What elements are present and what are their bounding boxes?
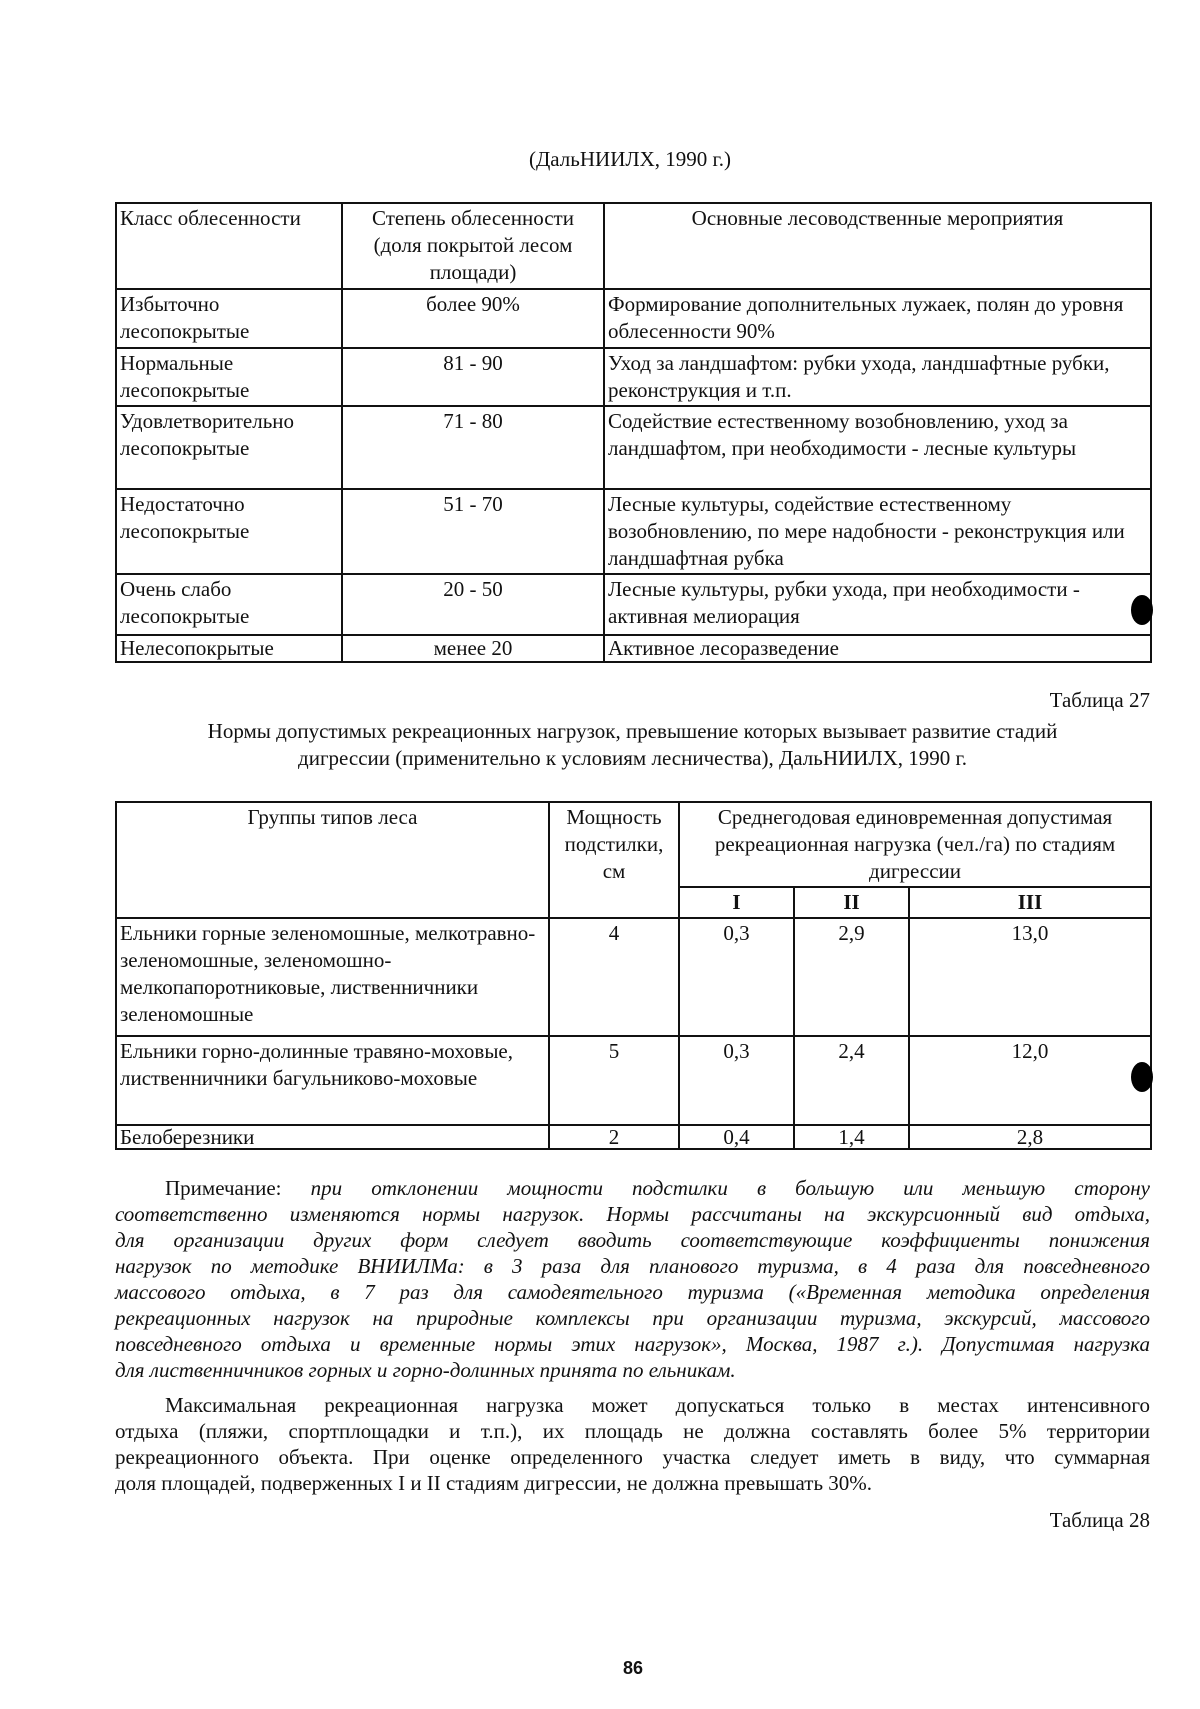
text-line xyxy=(115,1227,1150,1253)
cover-class-cell: Избыточно лесопокрытые xyxy=(116,289,342,348)
stage-1-cell: 0,3 xyxy=(679,1036,794,1125)
forest-group-cell: Белоберезники xyxy=(116,1125,549,1149)
table28-label: Таблица 28 xyxy=(1049,1508,1150,1532)
text-line xyxy=(115,1253,1150,1279)
text-line-content: для организации других форм следует вводить соответствующие коэффициенты понижения xyxy=(115,1228,1150,1252)
cover-degree-cell: 51 - 70 xyxy=(342,489,604,574)
table-row xyxy=(116,489,1151,574)
table27-title-line1: Нормы допустимых рекреационных нагрузок, превышение которых вызывает развитие стадий xyxy=(207,719,1058,743)
header-measures: Основные лесоводственные мероприятия xyxy=(604,203,1151,289)
measures-cell: Лесные культуры, рубки ухода, при необходимости - активная мелиорация xyxy=(604,574,1151,635)
table-header-row xyxy=(116,802,1151,887)
header-litter-thickness: Мощность подстилки, см xyxy=(549,802,679,918)
stage-2-cell: 2,4 xyxy=(794,1036,909,1125)
text-line xyxy=(115,1418,1150,1444)
text-line xyxy=(115,1331,1150,1357)
header-load: Среднегодовая единовременная допустимая рекреационная нагрузка (чел./га) по стадиям дигрессии xyxy=(679,802,1151,887)
stage-2-cell: 1,4 xyxy=(794,1125,909,1149)
table-row xyxy=(116,918,1151,1036)
text-line xyxy=(115,1201,1150,1227)
header-cover-class: Класс облесенности xyxy=(116,203,342,289)
measures-cell: Уход за ландшафтом: рубки ухода, ландшафтные рубки, реконструкция и т.п. xyxy=(604,348,1151,406)
text-line-content: Максимальная рекреационная нагрузка может допускаться только в местах интенсивного xyxy=(165,1393,1150,1417)
paragraph xyxy=(115,1392,1150,1496)
header-stage-3: III xyxy=(909,887,1151,918)
cover-degree-cell: менее 20 xyxy=(342,635,604,662)
table-row xyxy=(116,406,1151,489)
text-line-content: рекреационных нагрузок на природные комплексы при организации туризма, экскурсий, массового xyxy=(115,1306,1150,1330)
stage-3-cell: 2,8 xyxy=(909,1125,1151,1149)
table-forest-cover-classes xyxy=(115,202,1152,663)
cover-degree-cell: более 90% xyxy=(342,289,604,348)
text-line-content: нагрузок по методике ВНИИЛМа: в 3 раза для планового туризма, в 4 раза для повседневного xyxy=(115,1254,1150,1278)
table-row xyxy=(116,574,1151,635)
text-line xyxy=(115,1470,1150,1496)
stage-3-cell: 13,0 xyxy=(909,918,1151,1036)
text-line-content: повседневного отдыха и временные нормы этих нагрузок», Москва, 1987 г.). Допустимая нагрузка xyxy=(115,1332,1150,1356)
table-recreational-loads xyxy=(115,801,1152,1150)
cover-class-cell: Недостаточно лесопокрытые xyxy=(116,489,342,574)
page-number: 86 xyxy=(622,1658,644,1678)
text-line-content: при отклонении мощности подстилки в большую или меньшую сторону xyxy=(310,1176,1150,1200)
text-line-content: рекреационного объекта. При оценке определенного участка следует иметь в виду, что суммарная xyxy=(115,1445,1150,1469)
text-line xyxy=(115,1175,1150,1201)
measures-cell: Содействие естественному возобновлению, уход за ландшафтом, при необходимости - лесные культуры xyxy=(604,406,1151,489)
forest-group-cell: Ельники горные зеленомошные, мелкотравно-зеленомошные, зеленомошно-мелкопапоротниковые, лиственничники зеленомошные xyxy=(116,918,549,1036)
note-label: Примечание: xyxy=(165,1176,282,1200)
header-cover-degree: Степень облесенности (доля покрытой лесом площади) xyxy=(342,203,604,289)
thickness-cell: 4 xyxy=(549,918,679,1036)
text-line xyxy=(115,1392,1150,1418)
stage-3-cell: 12,0 xyxy=(909,1036,1151,1125)
text-line-content: доля площадей, подверженных I и II стадиям дигрессии, не должна превышать 30%. xyxy=(115,1471,873,1495)
header-forest-groups: Группы типов леса xyxy=(116,802,549,918)
text-line-content: соответственно изменяются нормы нагрузок. Нормы рассчитаны на экскурсионный вид отдыха, xyxy=(115,1202,1150,1226)
text-line-content: массового отдыха, в 7 раз для самодеятельного туризма («Временная методика определения xyxy=(115,1280,1150,1304)
cover-class-cell: Нормальные лесопокрытые xyxy=(116,348,342,406)
table-row xyxy=(116,1125,1151,1149)
forest-group-cell: Ельники горно-долинные травяно-моховые, лиственничники багульниково-моховые xyxy=(116,1036,549,1125)
text-line-content: отдыха (пляжи, спортплощадки и т.п.), их площадь не должна составлять более 5% территории xyxy=(115,1419,1150,1443)
text-line xyxy=(115,1357,1150,1383)
scan-artifact-dot xyxy=(1131,595,1153,625)
table-header-row xyxy=(116,203,1151,289)
note xyxy=(115,1175,1150,1383)
stage-2-cell: 2,9 xyxy=(794,918,909,1036)
cover-degree-cell: 20 - 50 xyxy=(342,574,604,635)
scan-artifact-dot xyxy=(1131,1062,1153,1092)
measures-cell: Лесные культуры, содействие естественному возобновлению, по мере надобности - реконструкция или ландшафтная рубка xyxy=(604,489,1151,574)
cover-class-cell: Удовлетворительно лесопокрытые xyxy=(116,406,342,489)
measures-cell: Формирование дополнительных лужаек, полян до уровня облесенности 90% xyxy=(604,289,1151,348)
text-line xyxy=(115,1305,1150,1331)
stage-1-cell: 0,3 xyxy=(679,918,794,1036)
text-line-content: для лиственничников горных и горно-долинных принята по ельникам. xyxy=(115,1358,736,1382)
header-stage-1: I xyxy=(679,887,794,918)
text-line xyxy=(115,1279,1150,1305)
measures-cell: Активное лесоразведение xyxy=(604,635,1151,662)
cover-degree-cell: 81 - 90 xyxy=(342,348,604,406)
table27-label: Таблица 27 xyxy=(1049,688,1150,712)
table27-title-line2: дигрессии (применительно к условиям лесничества), ДальНИИЛХ, 1990 г. xyxy=(298,746,967,770)
table-row xyxy=(116,289,1151,348)
header-stage-2: II xyxy=(794,887,909,918)
table-row xyxy=(116,635,1151,662)
table-row xyxy=(116,1036,1151,1125)
thickness-cell: 5 xyxy=(549,1036,679,1125)
thickness-cell: 2 xyxy=(549,1125,679,1149)
table-row xyxy=(116,348,1151,406)
table26-subtitle: (ДальНИИЛХ, 1990 г.) xyxy=(528,147,732,171)
stage-1-cell: 0,4 xyxy=(679,1125,794,1149)
cover-degree-cell: 71 - 80 xyxy=(342,406,604,489)
cover-class-cell: Очень слабо лесопокрытые xyxy=(116,574,342,635)
cover-class-cell: Нелесопокрытые xyxy=(116,635,342,662)
text-line xyxy=(115,1444,1150,1470)
